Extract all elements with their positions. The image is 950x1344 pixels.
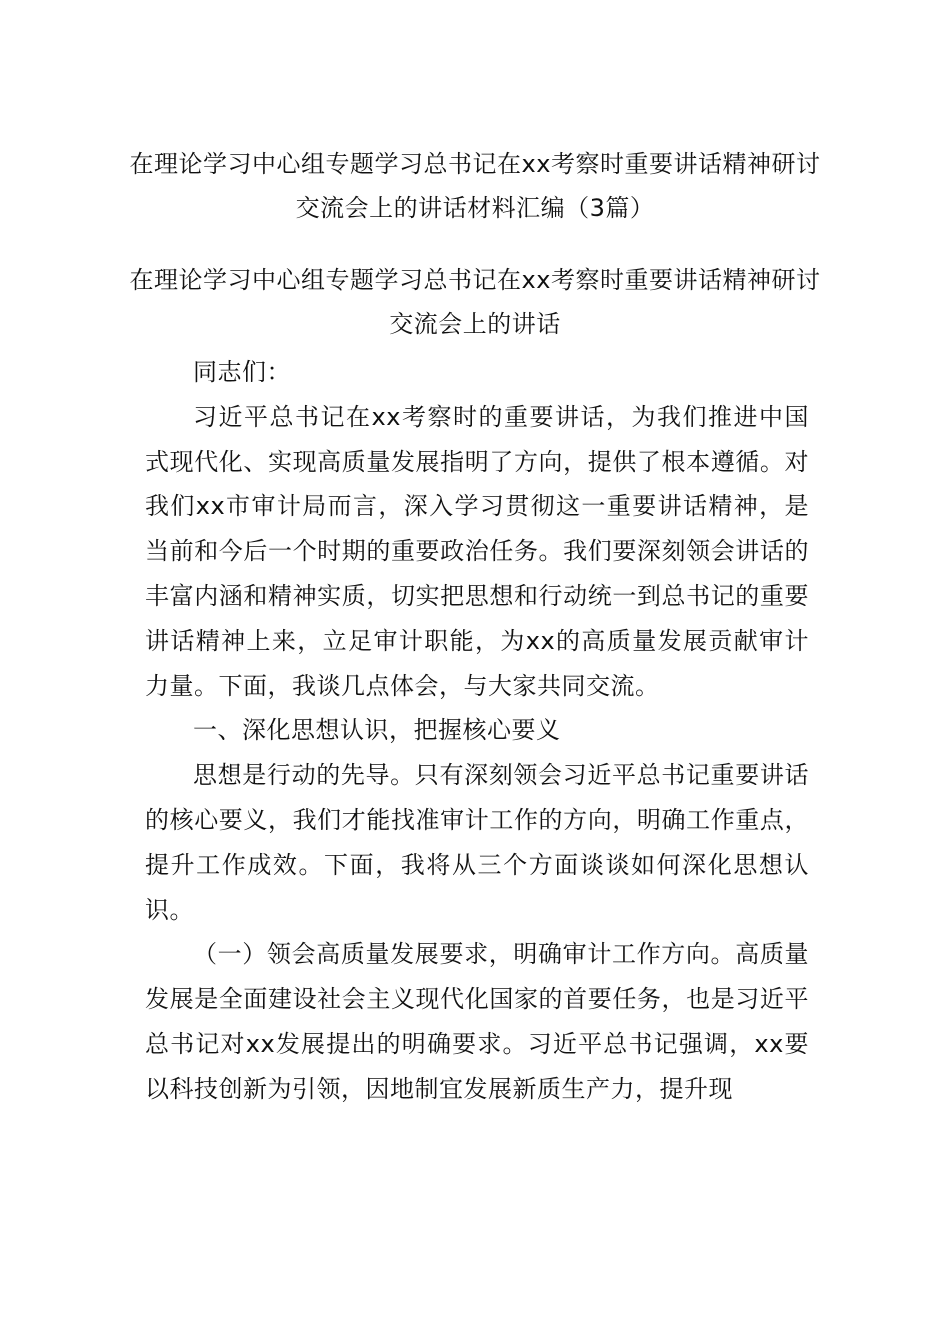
paragraph-subsection-1: （一）领会高质量发展要求，明确审计工作方向。高质量发展是全面建设社会主义现代化国家的首要任务，也是习近平总书记对xx发展提出的明确要求。习近平总书记强调，xx要以科技创新为引领，因地制宜发展新质生产力，提升现 [145, 940, 809, 1103]
section-heading-1: 一、深化思想认识，把握核心要义 [193, 716, 561, 745]
paragraph-intro: 习近平总书记在xx考察时的重要讲话，为我们推进中国式现代化、实现高质量发展指明了方向，提供了根本遵循。对我们xx市审计局而言，深入学习贯彻这一重要讲话精神，是当前和今后一个时期的重要政治任务。我们要深刻领会讲话的丰富内涵和精神实质，切实把思想和行动统一到总书记的重要讲话精神上来，立足审计职能，为xx的高质量发展贡献审计力量。下面，我谈几点体会，与大家共同交流。 [145, 402, 809, 700]
document-body [145, 350, 809, 1112]
document-sub-title: 在理论学习中心组专题学习总书记在xx考察时重要讲话精神研讨交流会上的讲话 [129, 266, 821, 338]
paragraph-section-1: 思想是行动的先导。只有深刻领会习近平总书记重要讲话的核心要义，我们才能找准审计工作的方向，明确工作重点，提升工作成效。下面，我将从三个方面谈谈如何深化思想认识。 [145, 761, 809, 924]
document-main-title: 在理论学习中心组专题学习总书记在xx考察时重要讲话精神研讨交流会上的讲话材料汇编（3篇） [129, 150, 821, 222]
greeting-line: 同志们： [193, 358, 291, 386]
